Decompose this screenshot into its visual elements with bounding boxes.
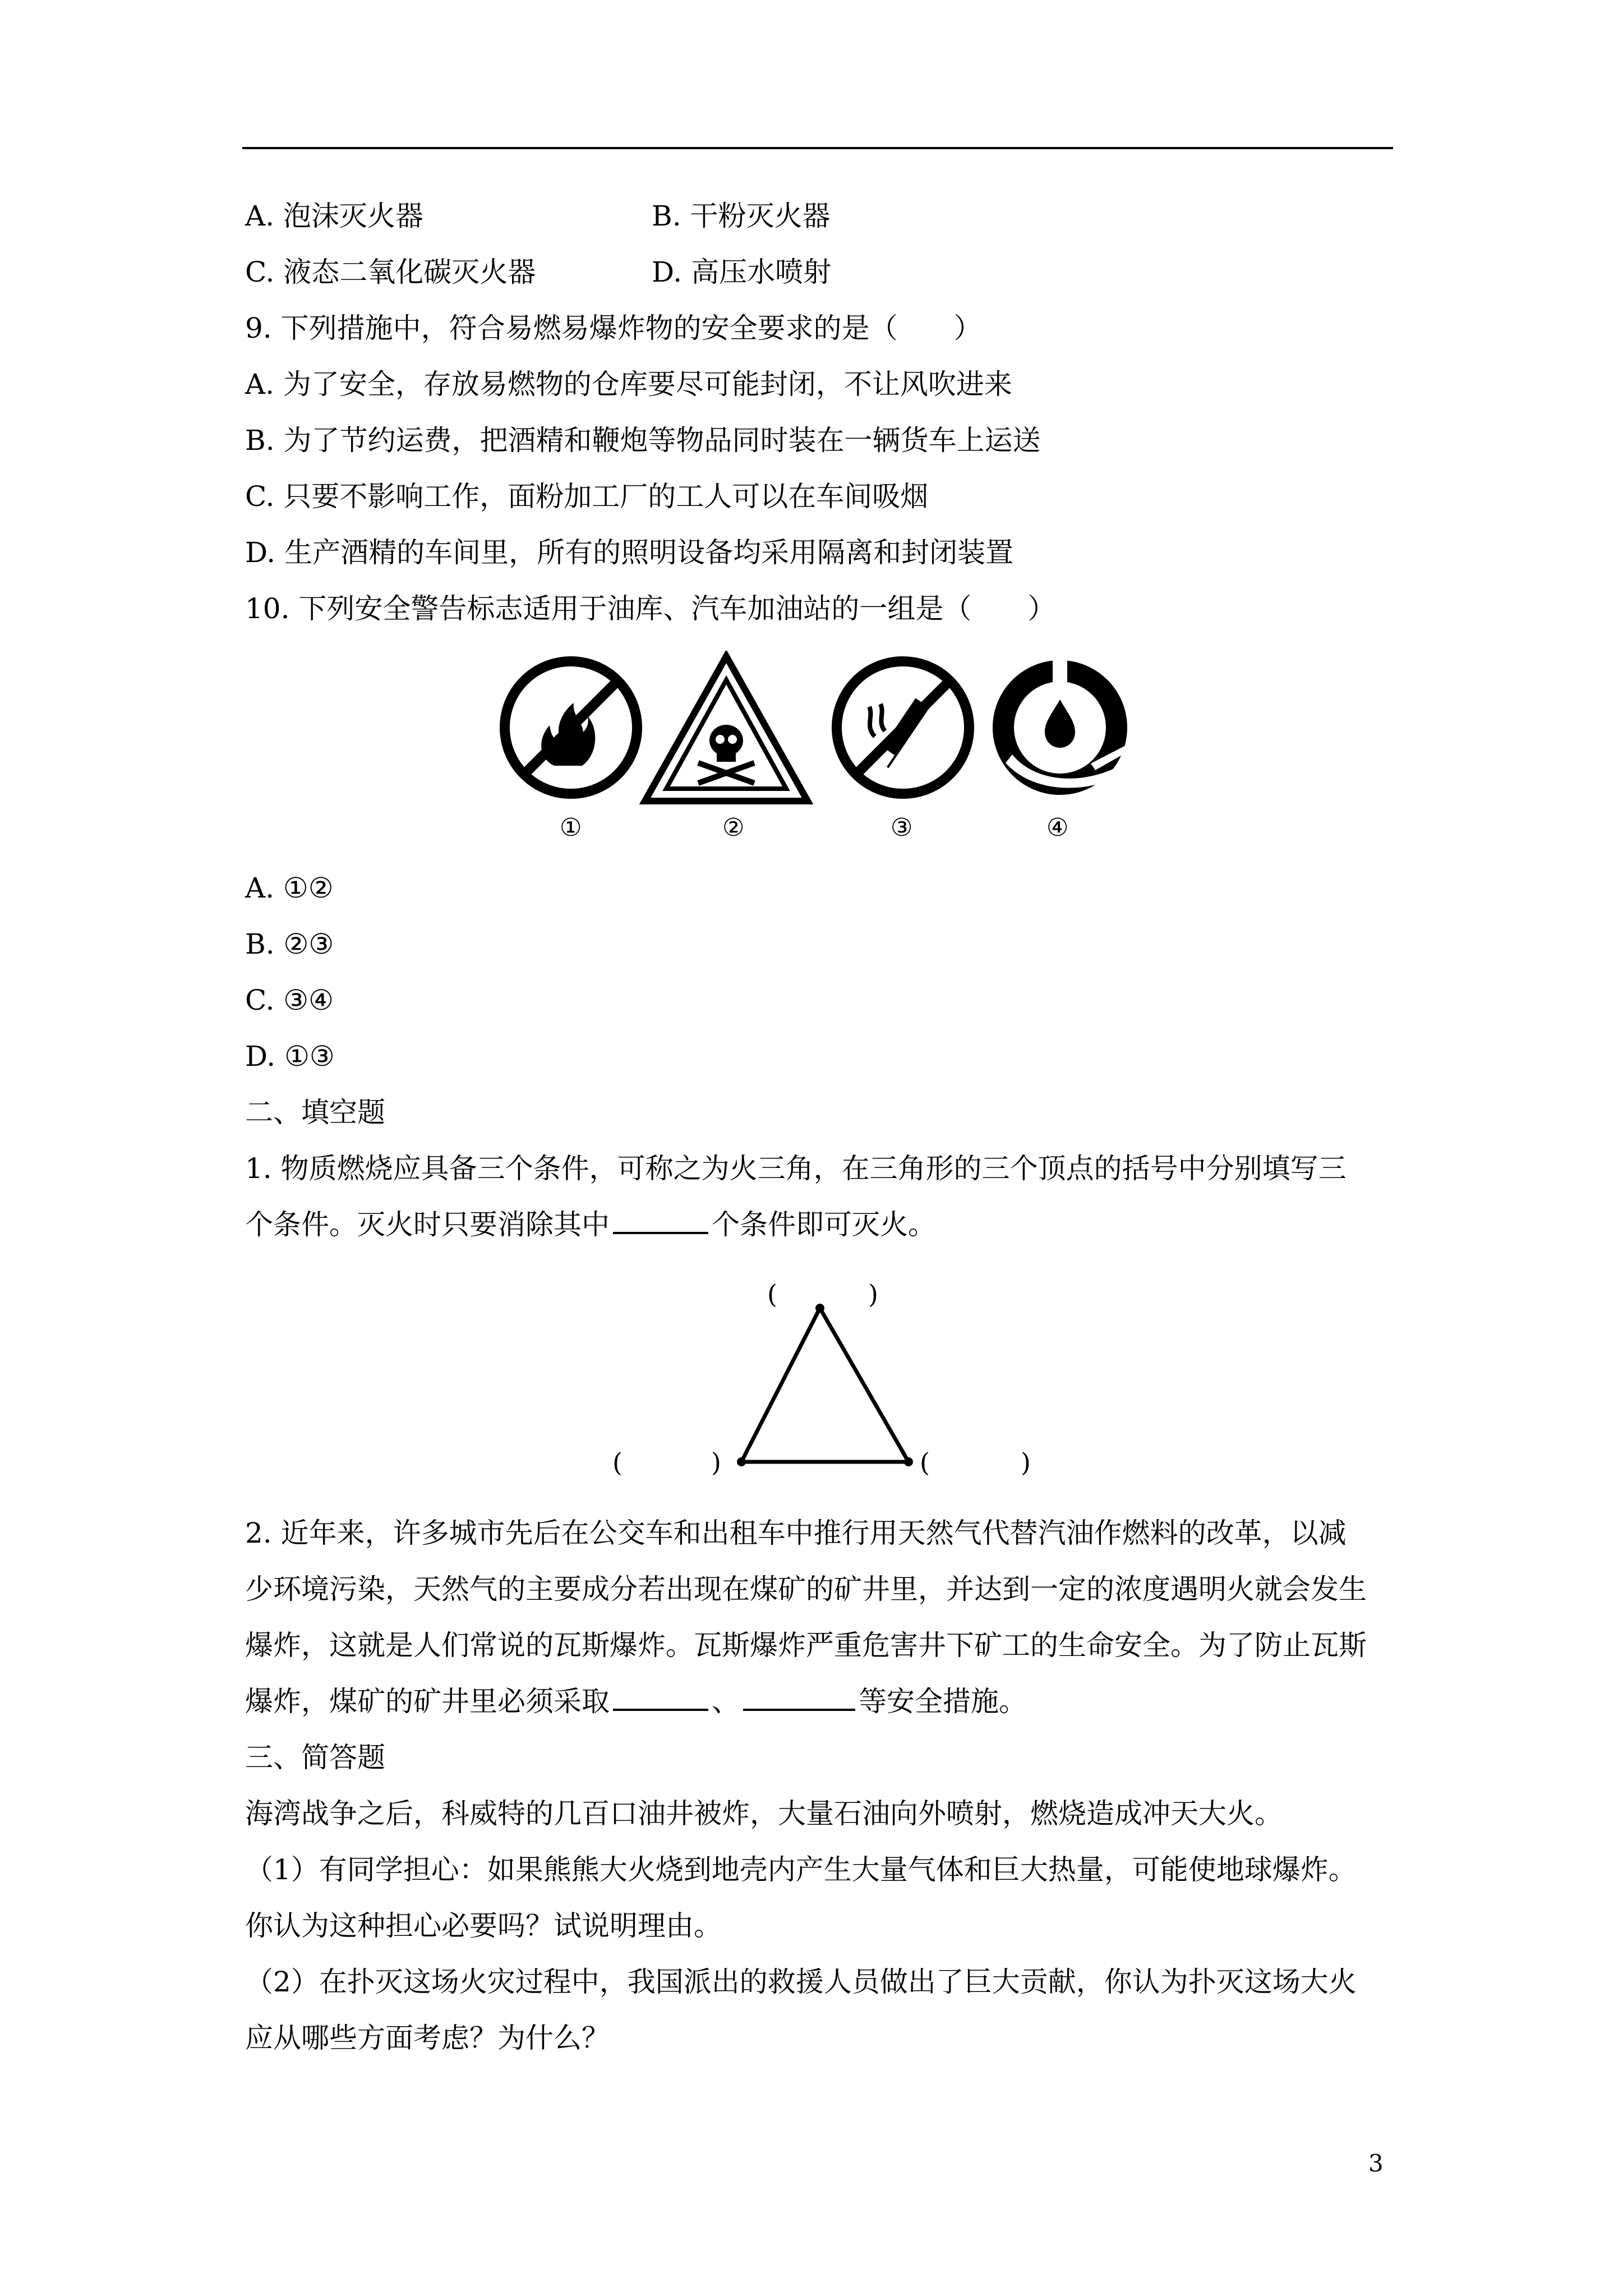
q9-option-a: A. 为了安全，存放易燃物的仓库要尽可能封闭，不让风吹进来 [245, 368, 1012, 401]
poison-warning-sign-icon [639, 651, 813, 808]
q9-option-c: C. 只要不影响工作，面粉加工厂的工人可以在车间吸烟 [245, 480, 929, 513]
q8-option-c: C. 液态二氧化碳灭火器 [245, 256, 536, 288]
triangle-right-paren-close: ) [1021, 1447, 1031, 1478]
hazard-drop-sign-icon [979, 648, 1141, 808]
fill-q1-text-b: 个条件即可灭火。 [712, 1208, 936, 1241]
fill-q2-separator: 、 [712, 1685, 740, 1718]
sign-label-2: ② [722, 813, 745, 842]
q10-stem: 10. 下列安全警告标志适用于油库、汽车加油站的一组是（ ） [245, 592, 1056, 625]
page-number: 3 [1368, 2150, 1384, 2177]
essay-sub2-line1: （2）在扑灭这场火灾过程中，我国派出的救援人员做出了巨大贡献，你认为扑灭这场大火 [245, 1966, 1357, 1998]
fill-q2-line2: 少环境污染，天然气的主要成分若出现在煤矿的矿井里，并达到一定的浓度遇明火就会发生 [245, 1573, 1367, 1605]
q9-option-b: B. 为了节约运费，把酒精和鞭炮等物品同时装在一辆货车上运送 [245, 424, 1041, 457]
q10-option-a: A. ①② [245, 872, 334, 904]
fill-q1-line2 [245, 1206, 936, 1243]
fire-triangle-diagram [723, 1301, 931, 1470]
section3-title: 三、简答题 [245, 1741, 385, 1774]
essay-sub2-line2: 应从哪些方面考虑？为什么？ [245, 2022, 610, 2054]
q8-option-d: D. 高压水喷射 [652, 256, 832, 288]
section2-title: 二、填空题 [245, 1096, 385, 1129]
fill-q2-line3: 爆炸，这就是人们常说的瓦斯爆炸。瓦斯爆炸严重危害井下矿工的生命安全。为了防止瓦斯 [245, 1629, 1367, 1662]
no-smoking-sign-icon [830, 654, 976, 802]
q9-stem: 9. 下列措施中，符合易燃易爆炸物的安全要求的是（ ） [245, 312, 982, 344]
header-rule [242, 147, 1393, 149]
fill-q2-blank-1[interactable] [613, 1683, 708, 1711]
q10-option-b: B. ②③ [245, 928, 334, 960]
sign-label-4: ④ [1046, 813, 1069, 842]
fill-q1-blank[interactable] [613, 1206, 708, 1234]
q10-option-c: C. ③④ [245, 984, 334, 1016]
triangle-right-paren-open: ( [920, 1447, 930, 1478]
essay-sub1-line2: 你认为这种担心必要吗？试说明理由。 [245, 1910, 722, 1942]
sign-label-1: ① [560, 813, 582, 842]
fill-q1-text-a: 个条件。灭火时只要消除其中 [245, 1208, 610, 1241]
fill-q2-text-a: 爆炸，煤矿的矿井里必须采取 [245, 1685, 610, 1718]
fill-q2-line4 [245, 1683, 1027, 1720]
q9-option-d: D. 生产酒精的车间里，所有的照明设备均采用隔离和封闭装置 [245, 536, 1014, 569]
q8-option-a: A. 泡沫灭火器 [245, 200, 423, 232]
triangle-top-paren-close: ) [868, 1279, 878, 1309]
fill-q2-line1: 2. 近年来，许多城市先后在公交车和出租车中推行用天然气代替汽油作燃料的改革，以减 [245, 1517, 1347, 1549]
triangle-left-paren-open: ( [612, 1447, 623, 1478]
fill-q2-blank-2[interactable] [743, 1683, 855, 1711]
essay-sub1-line1: （1）有同学担心：如果熊熊大火烧到地壳内产生大量气体和巨大热量，可能使地球爆炸。 [245, 1853, 1357, 1886]
q10-option-d: D. ①③ [245, 1040, 335, 1073]
triangle-left-paren-close: ) [711, 1447, 721, 1478]
sign-label-3: ③ [891, 813, 913, 842]
triangle-top-paren-open: ( [767, 1279, 777, 1309]
fill-q1-line1: 1. 物质燃烧应具备三个条件，可称之为火三角，在三角形的三个顶点的括号中分别填写三 [245, 1152, 1347, 1185]
essay-intro: 海湾战争之后，科威特的几百口油井被炸，大量石油向外喷射，燃烧造成冲天大火。 [245, 1797, 1283, 1830]
no-fire-sign-icon [498, 654, 644, 802]
fill-q2-text-b: 等安全措施。 [859, 1685, 1027, 1718]
q8-option-b: B. 干粉灭火器 [652, 200, 831, 232]
